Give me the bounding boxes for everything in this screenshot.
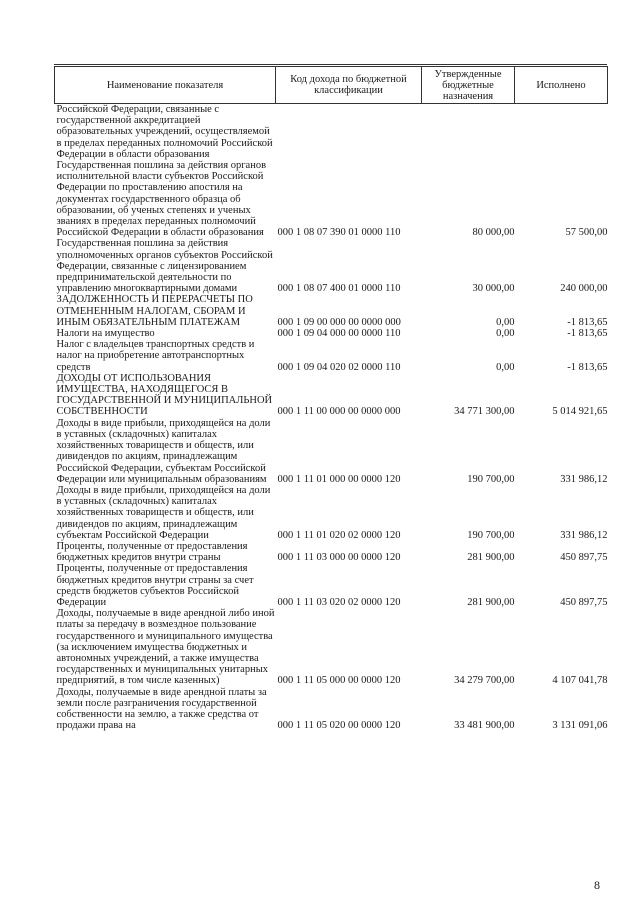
row-code: 000 1 11 03 020 02 0000 120	[277, 596, 401, 608]
row-approved: 33 481 900,00	[454, 720, 515, 732]
table-row	[55, 339, 608, 373]
row-executed: -1 813,65	[567, 316, 608, 328]
row-name: ДОХОДЫ ОТ ИСПОЛЬЗОВАНИЯ ИМУЩЕСТВА, НАХОДЯЩЕГОСЯ В ГОСУДАРСТВЕННОЙ И МУНИЦИПАЛЬНОЙ СОБСТВЕННОСТИ	[56, 372, 273, 418]
row-code: 000 1 11 05 020 00 0000 120	[277, 720, 401, 732]
row-name: Доходы, получаемые в виде арендной платы за земли после разграничения государственной собственности на землю, а также средства от продажи права на	[56, 686, 267, 732]
row-name: Доходы, получаемые в виде арендной либо иной платы за передачу в возмездное пользование государственного и муниципального имущества (за исключением имущества бюджетных и автономных учреждений, а также имущества государственных и муниципальных унитарных предприятий, в том числе казенных)	[56, 608, 275, 687]
table-row	[55, 238, 608, 294]
row-code: 000 1 09 04 020 02 0000 110	[277, 361, 401, 373]
table-row	[55, 373, 608, 418]
row-approved: 281 900,00	[467, 552, 515, 564]
table-row	[55, 294, 608, 328]
header-code: Код дохода по бюджетной классификации	[276, 67, 422, 104]
row-code: 000 1 11 05 000 00 0000 120	[277, 675, 401, 687]
header-name: Наименование показателя	[55, 67, 276, 104]
row-approved	[422, 104, 515, 161]
row-executed: 240 000,00	[560, 283, 608, 295]
row-approved: 281 900,00	[467, 596, 515, 608]
header-approved: Утвержденные бюджетные назначения	[422, 67, 515, 104]
table-row	[55, 541, 608, 563]
row-approved: 80 000,00	[472, 227, 515, 239]
page-number: 8	[594, 878, 600, 892]
table-row	[55, 485, 608, 541]
row-executed: 4 107 041,78	[552, 675, 608, 687]
row-approved: 34 279 700,00	[454, 675, 515, 687]
row-code: 000 1 08 07 390 01 0000 110	[277, 227, 401, 239]
table-row	[55, 160, 608, 238]
row-code: 000 1 09 04 000 00 0000 110	[277, 328, 401, 340]
row-code: 000 1 08 07 400 01 0000 110	[277, 283, 401, 295]
row-executed: 331 986,12	[560, 473, 608, 485]
row-approved: 190 700,00	[467, 473, 515, 485]
row-name: ЗАДОЛЖЕННОСТЬ И ПЕРЕРАСЧЕТЫ ПО ОТМЕНЕННЫМ НАЛОГАМ, СБОРАМ И ИНЫМ ОБЯЗАТЕЛЬНЫМ ПЛАТЕЖАМ	[56, 294, 253, 328]
row-executed: -1 813,65	[567, 361, 608, 373]
table-row	[55, 328, 608, 339]
budget-table	[54, 66, 608, 731]
table-row	[55, 687, 608, 732]
row-approved: 0,00	[496, 316, 515, 328]
row-code: 000 1 11 01 020 02 0000 120	[277, 529, 401, 541]
row-code	[276, 104, 422, 161]
row-code: 000 1 11 01 000 00 0000 120	[277, 473, 401, 485]
row-name: Проценты, полученные от предоставления бюджетных кредитов внутри страны	[56, 540, 248, 564]
row-executed: 450 897,75	[560, 596, 608, 608]
row-name: Проценты, полученные от предоставления бюджетных кредитов внутри страны за счет средств бюджетов субъектов Российской Федерации	[56, 563, 254, 608]
row-executed: -1 813,65	[567, 328, 608, 340]
row-approved: 0,00	[496, 361, 515, 373]
header-executed: Исполнено	[515, 67, 608, 104]
row-approved: 30 000,00	[472, 283, 515, 295]
row-name: Государственная пошлина за действия органов исполнительной власти субъектов Российской Федерации по проставлению апостиля на документах государственного образца об образовании, об ученых степенях и ученых званиях в пределах переданных полномочий Российской Федерации в области образования	[56, 160, 267, 239]
table-row	[55, 104, 608, 161]
row-code: 000 1 11 03 000 00 0000 120	[277, 552, 401, 564]
row-approved: 190 700,00	[467, 529, 515, 541]
row-executed	[515, 104, 608, 161]
row-executed: 450 897,75	[560, 552, 608, 564]
table-header-row	[55, 67, 608, 104]
row-name: Государственная пошлина за действия уполномоченных органов субъектов Российской Федерации, связанные с лицензированием предпринимательской деятельности по управлению многоквартирными домами	[56, 238, 273, 295]
row-executed: 57 500,00	[565, 227, 608, 239]
row-executed: 3 131 091,06	[552, 720, 608, 732]
row-name: Российской Федерации, связанные с государственной аккредитацией образовательных учреждений, осуществляемой в пределах переданных полномочий Российской Федерации в области образования	[56, 104, 273, 160]
row-name: Доходы в виде прибыли, приходящейся на доли в уставных (складочных) капиталах хозяйственных товариществ и обществ, или дивидендов по акциям, принадлежащим Российской Федерации, субъектам Российской Федерации или муниципальным образованиям	[56, 417, 271, 485]
table-row	[55, 608, 608, 686]
table-top-rule	[54, 64, 607, 65]
row-code: 000 1 09 00 000 00 0000 000	[277, 316, 401, 328]
row-name: Налог с владельцев транспортных средств и налог на приобретение автотранспортных средств	[56, 339, 255, 373]
row-executed: 331 986,12	[560, 529, 608, 541]
row-name: Налоги на имущество	[56, 328, 155, 340]
row-code: 000 1 11 00 000 00 0000 000	[277, 406, 401, 418]
row-name: Доходы в виде прибыли, приходящейся на доли в уставных (складочных) капиталах хозяйственных товариществ и обществ, или дивидендов по акциям, принадлежащим субъектам Российской Федерации	[56, 484, 271, 541]
table-row	[55, 418, 608, 485]
row-approved: 0,00	[496, 328, 515, 340]
row-approved: 34 771 300,00	[454, 406, 515, 418]
table-row	[55, 563, 608, 608]
row-executed: 5 014 921,65	[552, 406, 608, 418]
